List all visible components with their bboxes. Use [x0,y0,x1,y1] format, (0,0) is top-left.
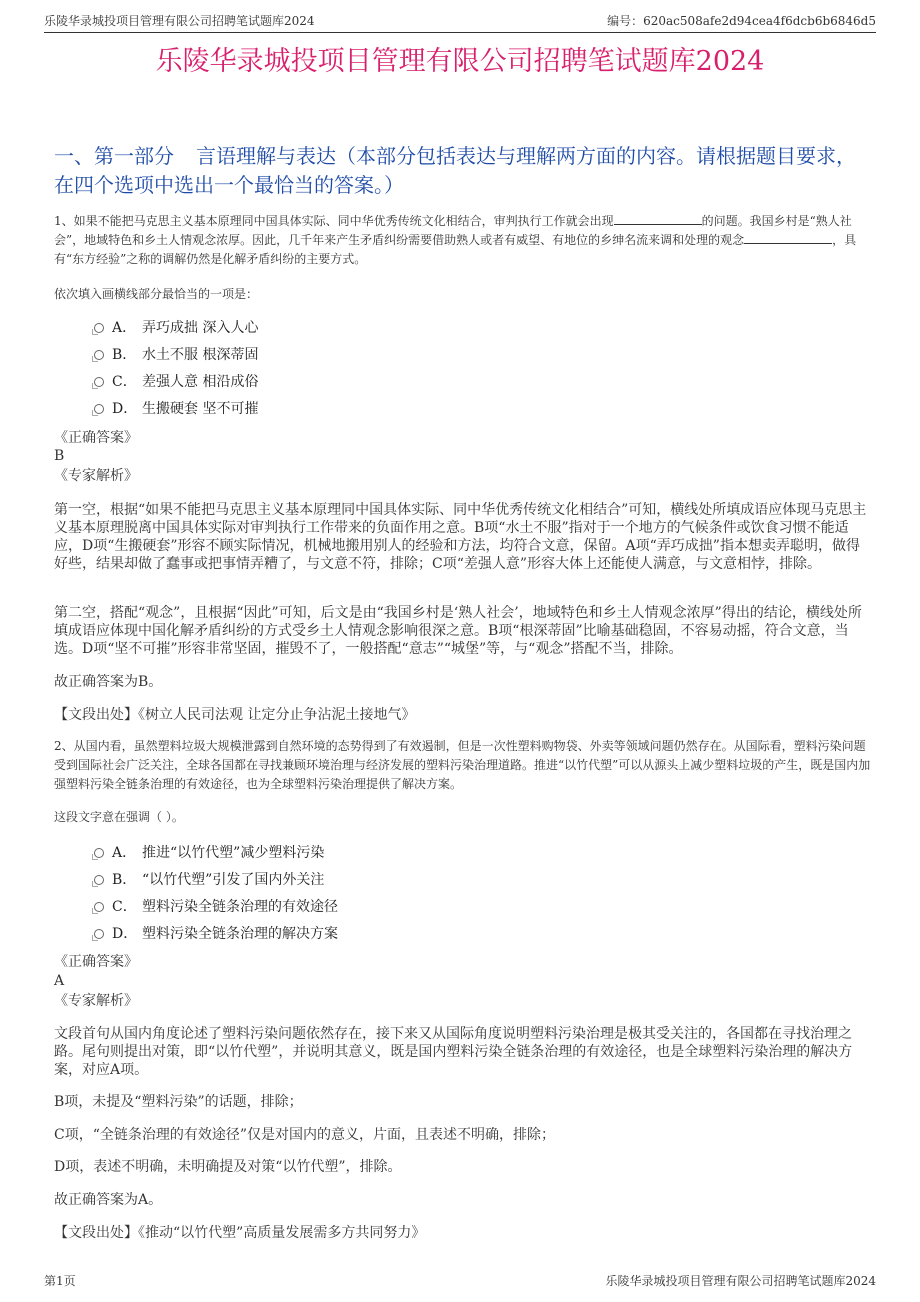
question-1-option-c[interactable] [94,371,258,393]
page-header [44,10,876,33]
question-1-text [54,212,872,269]
question-2-option-d[interactable] [94,923,338,945]
question-1-option-d[interactable] [94,398,258,420]
option-text: 推进“以竹代塑”减少塑料污染 [142,845,325,861]
question-1-answer-label: 《正确答案》 [54,430,138,446]
question-1-prompt: 依次填入画横线部分最恰当的一项是： [54,287,259,301]
page-footer [44,1270,876,1292]
radio-icon[interactable] [94,875,104,885]
question-1-analysis-label: 《专家解析》 [54,468,138,484]
option-text: 塑料污染全链条治理的解决方案 [142,926,338,942]
question-2-option-a[interactable] [94,842,324,864]
option-letter: B． [112,347,137,363]
header-serial-number: 编号：620ac508afe2d94cea4f6dcb6b6846d5 [607,14,876,28]
radio-icon[interactable] [94,902,104,912]
question-2-option-c[interactable] [94,896,338,918]
question-1-option-b[interactable] [94,344,258,366]
radio-icon[interactable] [94,404,104,414]
question-1-answer: B [54,448,65,464]
question-1-text-part-b: 的问题。我国乡村是“熟人社会”，地域特色和乡土人情观念浓厚。因此，几千年来产生矛盾纠纷需要借助熟人或者有威望、有地位的乡绅名流来调和处理的观念 [54,214,852,247]
footer-title: 乐陵华录城投项目管理有限公司招聘笔试题库2024 [605,1274,876,1288]
option-text: 生搬硬套 坚不可摧 [142,401,259,417]
question-2-analysis-paragraph: C项，“全链条治理的有效途径”仅是对国内的意义，片面，且表述不明确，排除； [54,1127,556,1143]
page-number: 第1页 [44,1274,76,1288]
question-2-answer: A [54,973,65,989]
fill-blank-2 [744,231,832,244]
option-letter: C． [112,374,137,390]
radio-icon[interactable] [94,377,104,387]
option-letter: D． [112,926,138,942]
option-text: 塑料污染全链条治理的有效途径 [142,899,338,915]
question-1-text-part-a: 1、如果不能把马克思主义基本原理同中国具体实际、同中华优秀传统文化相结合，审判执行工作就会出现 [54,214,614,228]
question-2-analysis-label: 《专家解析》 [54,993,138,1009]
option-text: 差强人意 相沿成俗 [142,374,259,390]
question-2-text: 2、从国内看，虽然塑料垃圾大规模泄露到自然环境的态势得到了有效遏制，但是一次性塑料购物袋、外卖等领域问题仍然存在。从国际看，塑料污染问题受到国际社会广泛关注，全球各国都在寻找兼顾环境治理与经济发展的塑料污染治理道路。推进“以竹代塑”可以从源头上减少塑料垃圾的产生，既是国内加强塑料污染全链条治理的有效途径，也为全球塑料污染治理提供了解决方案。 [54,739,871,791]
radio-icon[interactable] [94,929,104,939]
question-1-source: 【文段出处】《树立人民司法观 让定分止争沾泥土接地气》 [54,707,416,723]
question-1-option-a[interactable] [94,317,258,339]
question-1-text-part-c: ，具有“东方经验”之称的调解仍然是化解矛盾纠纷的主要方式。 [54,233,857,266]
question-2-prompt: 这段文字意在强调（ ）。 [54,810,184,824]
option-letter: A． [112,320,137,336]
option-letter: A． [112,845,137,861]
fill-blank-1 [614,212,702,225]
option-text: 水土不服 根深蒂固 [142,347,259,363]
section-part: 一、第一部分 [54,144,174,168]
question-2-conclusion: 故正确答案为A。 [54,1192,163,1208]
question-2-option-b[interactable] [94,869,324,891]
option-letter: C． [112,899,137,915]
question-2-analysis-paragraph: 文段首句从国内角度论述了塑料污染问题依然存在，接下来又从国际角度说明塑料污染治理是极其受关注的，各国都在寻找治理之路。尾句则提出对策，即“以竹代塑”，并说明其意义，既是国内塑料污染全链条治理的有效途径，也是全球塑料污染治理的解决方案，对应A项。 [54,1026,853,1078]
section-description: 言语理解与表达（本部分包括表达与理解两方面的内容。请根据题目要求，在四个选项中选出一个最恰当的答案。） [54,144,856,197]
option-letter: D． [112,401,138,417]
option-text: “以竹代塑”引发了国内外关注 [142,872,325,888]
question-2-answer-label: 《正确答案》 [54,954,138,970]
question-1-conclusion: 故正确答案为B。 [54,674,163,690]
document-title: 乐陵华录城投项目管理有限公司招聘笔试题库2024 [155,46,765,77]
option-text: 弄巧成拙 深入人心 [142,320,259,336]
question-2-source: 【文段出处】《推动“以竹代塑”高质量发展需多方共同努力》 [54,1225,426,1241]
section-heading [54,142,866,200]
header-title: 乐陵华录城投项目管理有限公司招聘笔试题库2024 [44,14,315,28]
option-letter: B． [112,872,137,888]
radio-icon[interactable] [94,323,104,333]
question-1-analysis-paragraph: 第二空，搭配“观念”，且根据“因此”可知，后文是由“我国乡村是‘熟人社会’，地域特色和乡土人情观念浓厚”得出的结论，横线处所填成语应体现中国化解矛盾纠纷的方式受乡土人情观念影响很深之意。B项“根深蒂固”比喻基础稳固，不容易动摇，符合文意，当选。D项“坚不可摧”形容非常坚固，摧毁不了，一般搭配“意志”“城堡”等，与“观念”搭配不当，排除。 [54,605,862,657]
question-2-analysis-paragraph: D项，表述不明确，未明确提及对策“以竹代塑”，排除。 [54,1159,402,1175]
radio-icon[interactable] [94,848,104,858]
radio-icon[interactable] [94,350,104,360]
question-2-analysis-paragraph: B项，未提及“塑料污染”的话题，排除； [54,1094,303,1110]
question-1-analysis-paragraph: 第一空，根据“如果不能把马克思主义基本原理同中国具体实际、同中华优秀传统文化相结合”可知，横线处所填成语应体现马克思主义基本原理脱离中国具体实际对审判执行工作带来的负面作用之意。B项“水土不服”指对于一个地方的气候条件或饮食习惯不能适应，D项“生搬硬套”形容不顾实际情况，机械地搬用别人的经验和方法，均符合文意，保留。A项“弄巧成拙”指本想卖弄聪明，做得好些，结果却做了蠢事或把事情弄糟了，与文意不符，排除；C项“差强人意”形容大体上还能使人满意，与文意相悖，排除。 [54,502,867,572]
